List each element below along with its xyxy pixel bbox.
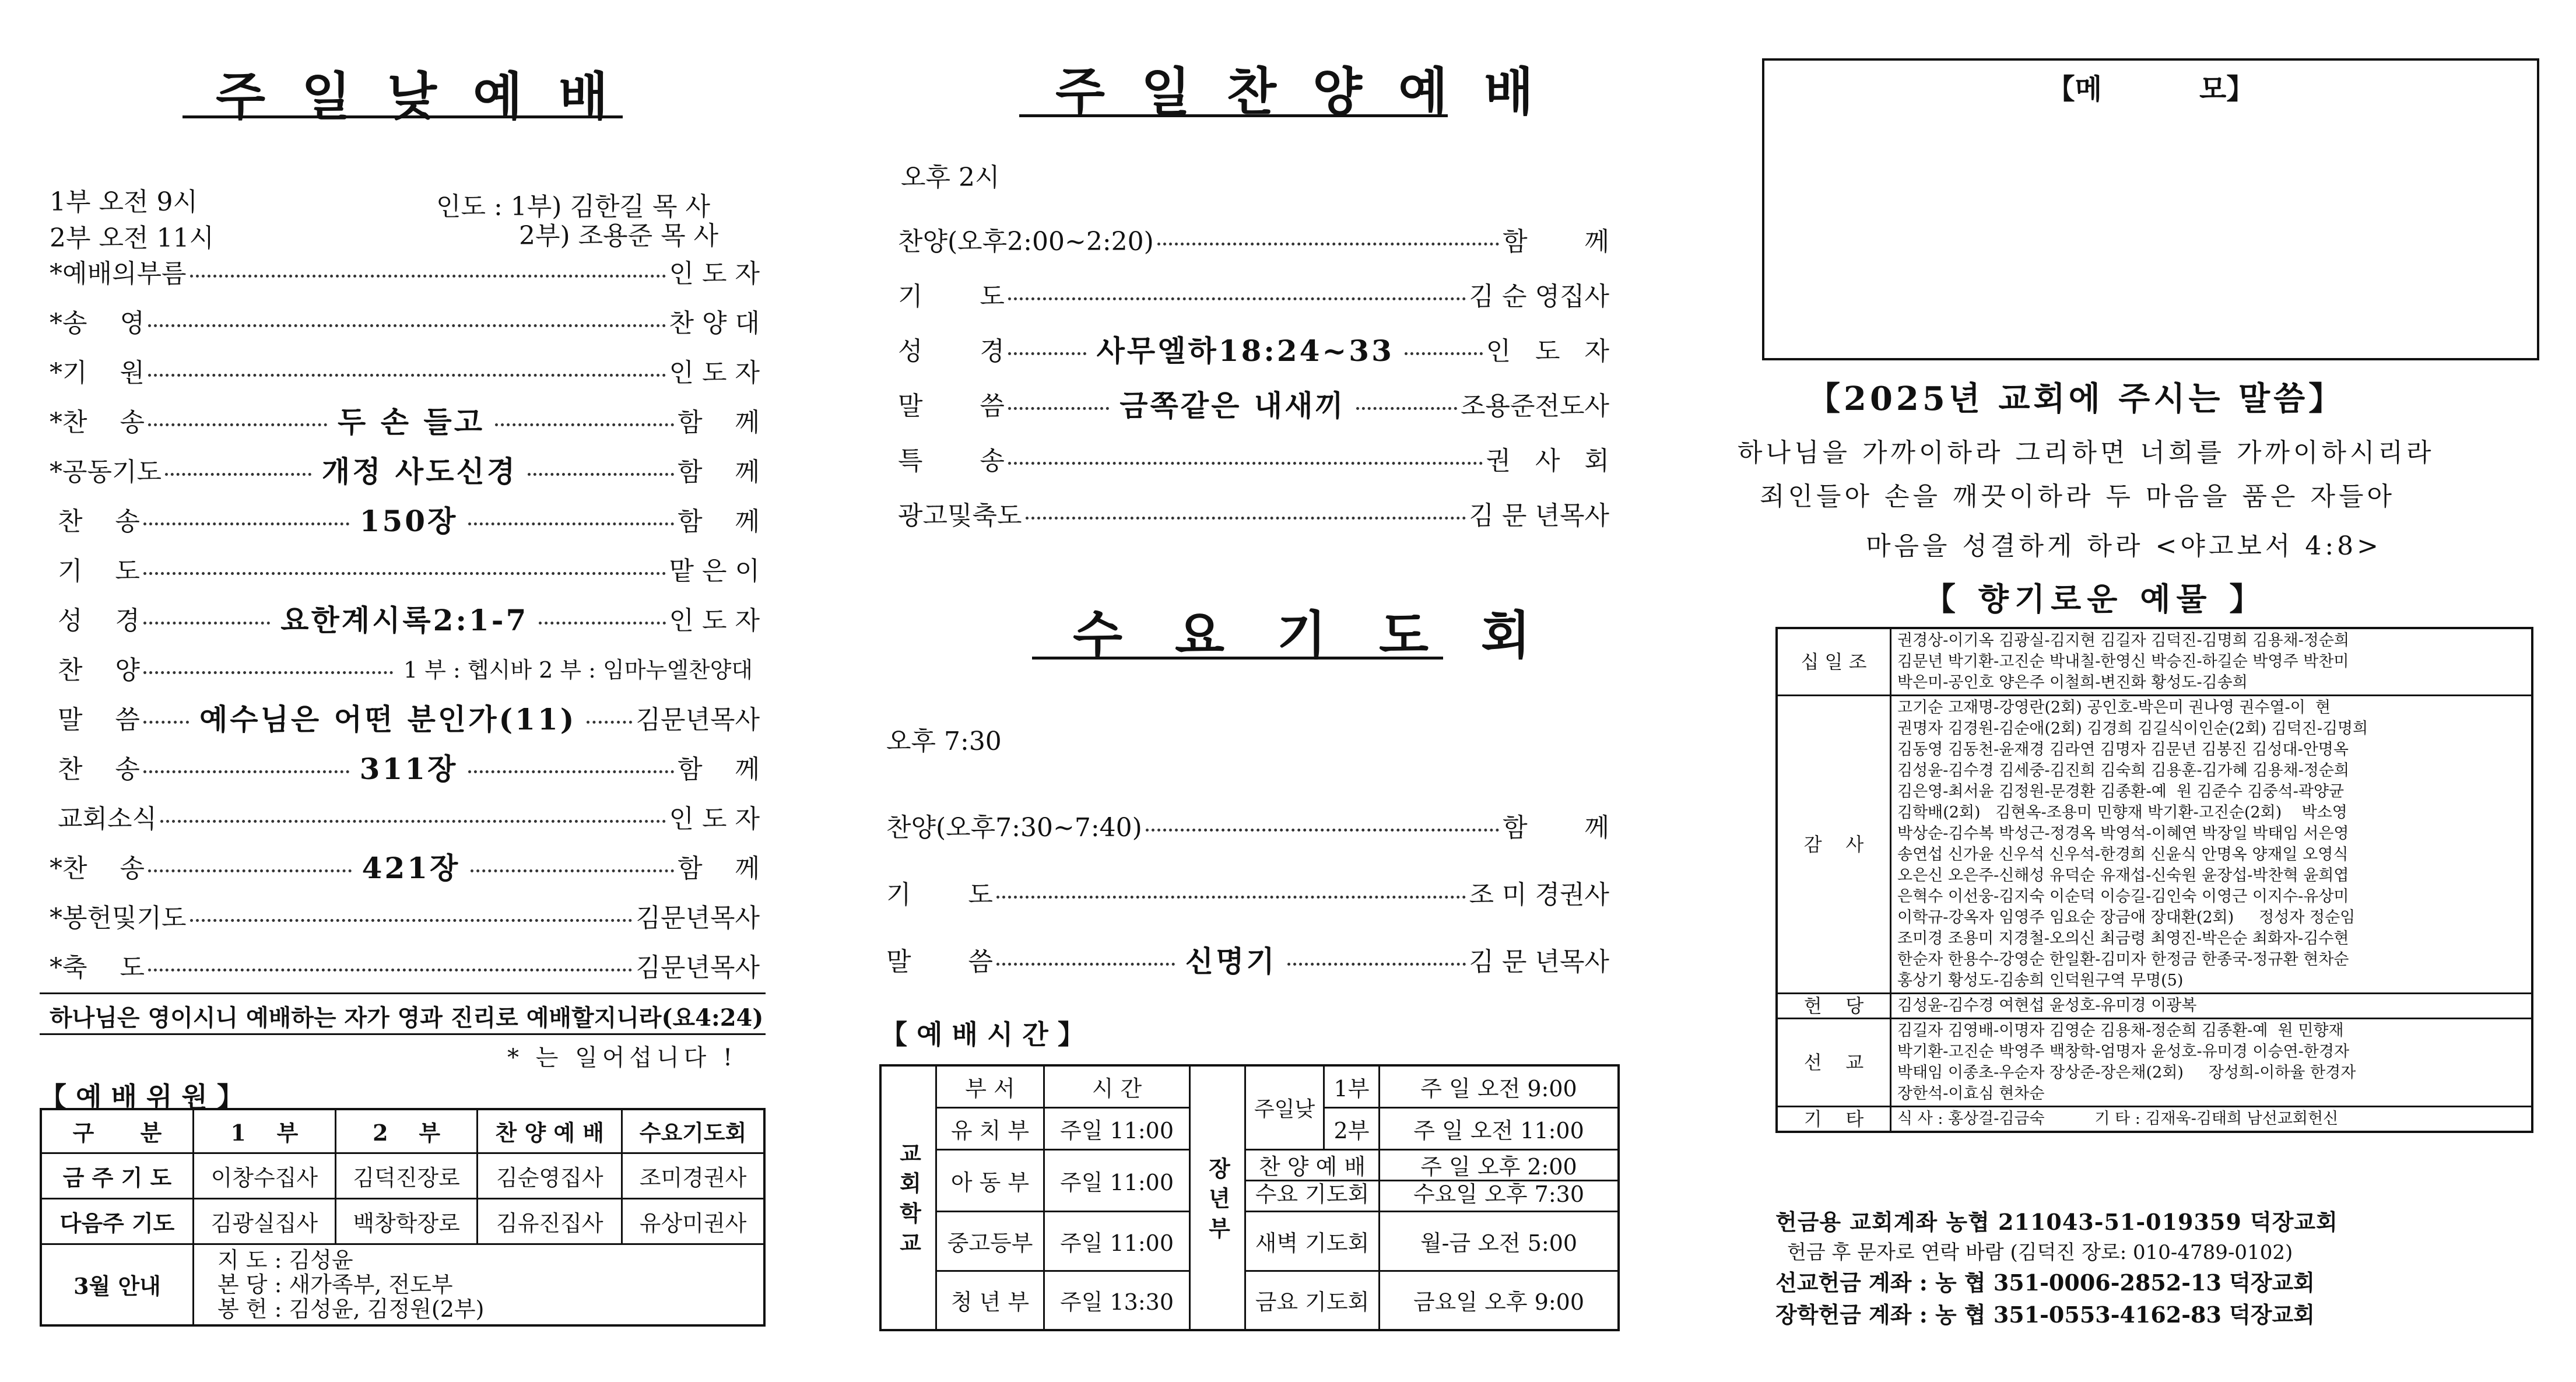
committee-cell: 이창수집사 (194, 1153, 336, 1198)
leader-dots (996, 963, 1175, 966)
school-dept: 아 동 부 (936, 1150, 1044, 1212)
adult-1bu: 1부 (1324, 1065, 1380, 1107)
yearly-word-line: 하나님을 가까이하라 그리하면 너희를 가까이하시리라 (1738, 438, 2435, 468)
leader-dots (1146, 829, 1499, 832)
committee-row-label: 금 주 기 도 (41, 1153, 194, 1198)
yearly-word-title: 【2025년 교회에 주시는 말씀】 (1808, 380, 2345, 418)
offering-line: 은혁수 이선웅-김지숙 이순덕 이승길-김인숙 이영근 이지수-유상미 (1897, 888, 2349, 906)
wednesday-underline (1032, 657, 1443, 660)
offering-row (1777, 1107, 2532, 1132)
order-row (50, 898, 760, 933)
title-underline (183, 115, 623, 118)
adult-1bu-time: 주 일 오전 9:00 (1380, 1065, 1619, 1107)
praise-service-title: 주일찬양예배 (1055, 61, 1570, 122)
offering-line: 박은미-공인호 양은주 이철희-변진화 황성도-김송희 (1897, 674, 2248, 692)
offering-title: 【 향기로운 예물 】 (1924, 580, 2267, 618)
offering-names (1891, 628, 2533, 696)
offering-row (1777, 994, 2532, 1019)
stand-note: * 는 일어섭니다 ! (507, 1044, 738, 1071)
offering-line: 권경상-이기옥 김광실-김지현 김길자 김덕진-김명희 김용채-정순희 (1897, 632, 2350, 650)
order-row (50, 601, 760, 636)
offering-line: 김문년 박기환-고진순 박내칠-한영신 박승진-하길순 박영주 박찬미 (1897, 653, 2349, 671)
order-person: 함 께 (678, 755, 760, 784)
order-label: 찬 송 (50, 507, 140, 536)
order-label: *기 원 (50, 358, 145, 388)
offering-line: 장한석-이효심 현차순 (1897, 1085, 2045, 1103)
order-row (50, 501, 760, 536)
committee-header: 찬 양 예 배 (478, 1109, 622, 1153)
order-person: 인 도 자 (669, 259, 760, 289)
order-row (50, 848, 760, 883)
committee-cell: 김덕진장로 (335, 1153, 478, 1198)
leader-dots (143, 770, 349, 773)
schedule-title: 【 예 배 시 간 】 (880, 1019, 1085, 1050)
memo-box (1762, 58, 2539, 360)
leader-dots (1008, 297, 1466, 300)
sunday-service-title: 주일낮예배 (216, 66, 645, 127)
order-label: 찬 송 (50, 755, 140, 784)
order-label: 성 경 (50, 606, 140, 636)
leader-dots (528, 473, 674, 476)
offering-category: 감 사 (1777, 696, 1891, 994)
order-row (50, 353, 760, 388)
time-header: 시 간 (1044, 1065, 1190, 1107)
order-row (886, 875, 1609, 910)
order-row (898, 441, 1609, 476)
offering-category: 헌 당 (1777, 994, 1891, 1019)
order-person: 인 도 자 (1486, 336, 1609, 366)
committee-header: 수요기도회 (622, 1109, 764, 1153)
order-content: 1 부 : 헵시바 2 부 : 임마누엘찬양대 (396, 652, 760, 684)
order-person: 김문년목사 (636, 953, 760, 983)
leader-dots (1287, 963, 1466, 966)
offering-line: 오은신 오은주-신해성 유덕순 유재섭-신숙원 윤장섭-박찬혁 윤희엽 (1897, 867, 2349, 885)
order-label: *찬 송 (50, 408, 145, 437)
order-person: 함 께 (1503, 813, 1609, 843)
order-row (50, 402, 760, 437)
order-row (50, 650, 760, 685)
order-label: *봉헌및기도 (50, 903, 187, 933)
praise-order (898, 222, 1609, 548)
order-person: 함 께 (678, 457, 760, 487)
order-row (886, 942, 1609, 977)
order-person: 김문년목사 (636, 705, 760, 735)
memo-title: 【메 모】 (2047, 73, 2255, 106)
adult-label: 장 년 부 (1190, 1065, 1245, 1330)
march-line: 본 당 : 새가족부, 전도부 (217, 1271, 453, 1297)
offering-line: 김동영 김동천-윤재경 김라연 김명자 김문년 김봉진 김성대-안명옥 (1897, 741, 2349, 759)
order-person: 함 께 (1503, 227, 1609, 257)
order-row (50, 551, 760, 586)
school-time: 주일 13:30 (1044, 1271, 1190, 1330)
leader-dots (165, 473, 311, 476)
order-label: *송 영 (50, 308, 145, 338)
school-time: 주일 11:00 (1044, 1212, 1190, 1271)
order-person: 인 도 자 (669, 606, 760, 636)
order-label: 기 도 (886, 880, 993, 910)
leader-dots (1356, 407, 1457, 410)
leader-dots (143, 522, 349, 525)
leader-dots (148, 374, 666, 377)
middle-column (851, 0, 1668, 1382)
order-row (898, 386, 1609, 421)
order-row (898, 276, 1609, 311)
offering-category: 기 타 (1777, 1107, 1891, 1132)
order-person: 권 사 회 (1486, 446, 1609, 476)
wednesday-time: 오후 7:30 (886, 727, 1002, 756)
school-label: 교 회 학 교 (880, 1065, 936, 1330)
order-label: 기 도 (898, 282, 1005, 311)
order-person: 찬 양 대 (669, 308, 760, 338)
offering-line: 한순자 한용수-강영순 한일환-김미자 한정금 한종국-정규환 현차순 (1897, 950, 2349, 969)
offering-row (1777, 628, 2532, 696)
offering-line: 송연섭 신가윤 신우석 신우석-한경희 신윤식 안명옥 양재일 오영식 (1897, 846, 2349, 864)
order-row (898, 331, 1609, 366)
school-dept: 유 치 부 (936, 1107, 1044, 1149)
adult-service-name: 금요 기도회 (1245, 1271, 1380, 1330)
order-person: 맡 은 이 (669, 556, 760, 586)
leader-dots (539, 622, 665, 625)
account-note: 헌금 후 문자로 연락 바람 (김덕진 장로: 010-4789-0102) (1787, 1241, 2293, 1264)
leader-dots (190, 275, 666, 278)
committee-title: 【 예 배 위 원 】 (40, 1081, 244, 1113)
order-content: 예수님은 어떤 분인가(11) (192, 696, 583, 738)
committee-cell: 백창학장로 (335, 1198, 478, 1244)
order-label: 교회소식 (50, 804, 157, 834)
leader-dots (143, 721, 189, 724)
offering-names (1891, 1019, 2533, 1107)
order-row (898, 222, 1609, 257)
order-row (50, 303, 760, 338)
march-label: 3월 안내 (41, 1244, 194, 1325)
order-content: 150장 (353, 498, 465, 540)
leader-2: 2부) 조용준 목 사 (519, 221, 719, 251)
leader-dots (471, 869, 674, 872)
order-row (886, 808, 1609, 843)
committee-cell: 김순영집사 (478, 1153, 622, 1198)
order-person: 김문년목사 (636, 903, 760, 933)
adult-time: 주 일 오후 2:00 (1380, 1154, 1617, 1181)
offering-names (1891, 696, 2533, 994)
left-column (0, 0, 781, 1382)
order-person: 조용준전도사 (1460, 391, 1609, 421)
offering-line: 김학배(2회) 김현옥-조용미 민향재 박기환-고진순(2회) 박소영 (1897, 804, 2347, 822)
leader-dots (148, 423, 327, 426)
leader-dots (1157, 243, 1499, 245)
bible-verse: 하나님은 영이시니 예배하는 자가 영과 진리로 예배할지니라(요4:24) (50, 1004, 764, 1032)
service-time-1: 1부 오전 9시 (50, 187, 198, 217)
order-person: 김 순 영집사 (1469, 282, 1609, 311)
offering-table (1775, 627, 2533, 1133)
order-label: 말 씀 (898, 391, 1005, 421)
order-row (50, 700, 760, 735)
offering-line: 박기환-고진순 박영주 백창학-엄명자 윤성호-유미경 이승연-한경자 (1897, 1043, 2350, 1061)
wednesday-title: 수요기도회 (1073, 605, 1584, 665)
school-time: 주일 11:00 (1044, 1107, 1190, 1149)
order-label: 찬양(오후2:00~2:20) (898, 227, 1154, 257)
order-person: 함 께 (678, 854, 760, 883)
leader-dots (1008, 352, 1086, 355)
adult-2bu: 2부 (1324, 1107, 1380, 1149)
school-dept: 청 년 부 (936, 1271, 1044, 1330)
committee-cell: 유상미권사 (622, 1198, 764, 1244)
offering-line: 김길자 김영배-이명자 김영순 김용채-정순희 김종환-예 원 민향재 (1897, 1022, 2344, 1040)
adult-service-time (1380, 1150, 1619, 1212)
order-row (50, 749, 760, 784)
order-label: *찬 송 (50, 854, 145, 883)
march-notice (194, 1244, 765, 1325)
adult-service-name: 수요 기도회 (1255, 1181, 1370, 1208)
praise-title-underline (1019, 114, 1448, 117)
march-line: 봉 헌 : 김성윤, 김정원(2부) (217, 1296, 485, 1322)
committee-header: 2 부 (335, 1109, 478, 1153)
order-person: 김 문 년목사 (1469, 947, 1610, 977)
offering-line: 김은영-최서윤 김정원-문경환 김종환-예 원 김준수 김중석-곽양균 (1897, 783, 2345, 801)
order-label: *예배의부름 (50, 259, 187, 289)
offering-line: 조미경 조용미 지경철-오의신 최금령 최영진-박은순 최화자-김수현 (1897, 929, 2349, 948)
order-person: 김 문 년목사 (1469, 501, 1609, 531)
order-content: 사무엘하18:24~33 (1090, 328, 1401, 370)
adult-service-name: 찬 양 예 배 (1246, 1154, 1378, 1181)
order-row (50, 254, 760, 289)
offering-line: 고기순 고재명-강영란(2회) 공인호-박은미 권나영 권수열-이 현 (1897, 699, 2331, 717)
order-of-worship (50, 254, 760, 994)
verse-top-rule (40, 992, 766, 994)
order-label: 성 경 (898, 336, 1005, 366)
school-dept: 중고등부 (936, 1212, 1044, 1271)
leader-dots (148, 869, 352, 872)
verse-bottom-rule (40, 1033, 766, 1035)
yearly-word-line: 죄인들아 손을 깨끗이하라 두 마음을 품은 자들아 (1760, 482, 2395, 511)
offering-row (1777, 696, 2532, 994)
yearly-word-line: 마음을 성결하게 하라 <야고보서 4:8> (1866, 531, 2382, 561)
offering-line: 박태임 이종초-우순자 장상준-장은채(2회) 장성희-이하율 한경자 (1897, 1064, 2356, 1082)
praise-time: 오후 2시 (901, 163, 1000, 192)
leader-dots (495, 423, 674, 426)
committee-row-label: 다음주 기도 (41, 1198, 194, 1244)
leader-dots (143, 622, 270, 625)
offering-line: 김성윤-김수경 김세중-김진희 김숙희 김용훈-김가혜 김용채-정순희 (1897, 762, 2350, 780)
order-person: 조 미 경권사 (1469, 880, 1609, 910)
order-row (898, 496, 1609, 531)
leader-dots (148, 324, 666, 327)
leader-dots (587, 721, 632, 724)
school-time: 주일 11:00 (1044, 1150, 1190, 1212)
committee-cell: 김광실집사 (194, 1198, 336, 1244)
adult-service (1245, 1150, 1380, 1212)
order-label: 광고및축도 (898, 501, 1022, 531)
leader-dots (143, 671, 393, 674)
leader-dots (1008, 462, 1483, 465)
order-label: 찬양(오후7:30~7:40) (886, 813, 1142, 843)
order-row (50, 948, 760, 983)
committee-cell: 조미경권사 (622, 1153, 764, 1198)
order-label: 기 도 (50, 556, 140, 586)
order-person: 함 께 (678, 507, 760, 536)
offering-line: 이학규-강옥자 임영주 임요순 장금애 장대환(2회) 정성자 정순임 (1897, 909, 2356, 927)
offering-names (1891, 1107, 2533, 1132)
offering-line: 박상순-김수복 박성근-정경옥 박영석-이혜연 박장일 박태임 서은영 (1897, 825, 2349, 843)
schedule-table (879, 1064, 1620, 1331)
adult-time: 금요일 오후 9:00 (1380, 1271, 1619, 1330)
leader-dots (1008, 407, 1109, 410)
order-label: 말 씀 (50, 705, 140, 735)
order-content: 두 손 들고 (331, 399, 492, 441)
offering-row (1777, 1019, 2532, 1107)
order-content: 금쪽같은 내새끼 (1112, 383, 1353, 425)
offering-line: 권명자 김경원-김순애(2회) 김경희 김길식이인순(2회) 김덕진-김명희 (1897, 720, 2368, 738)
offering-category: 선 교 (1777, 1019, 1891, 1107)
order-person: 인 도 자 (669, 358, 760, 388)
leader-dots (160, 820, 666, 823)
march-line: 지 도 : 김성윤 (217, 1247, 353, 1273)
order-person: 함 께 (678, 408, 760, 437)
service-time-2: 2부 오전 11시 (50, 223, 214, 253)
leader-dots (468, 770, 674, 773)
order-content: 421장 (355, 845, 468, 887)
leader-dots (996, 896, 1466, 899)
right-column (1738, 0, 2576, 1382)
order-label: *공동기도 (50, 457, 162, 487)
adult-time: 수요일 오후 7:30 (1413, 1181, 1585, 1208)
adult-service-name: 새벽 기도회 (1245, 1212, 1380, 1271)
order-label: 말 씀 (886, 947, 993, 977)
committee-table (40, 1108, 766, 1327)
offering-line: 홍상기 황성도-김송희 인덕원구역 무명(5) (1897, 971, 2184, 990)
wednesday-order (886, 808, 1610, 978)
committee-cell: 김유진집사 (478, 1198, 622, 1244)
account-scholarship: 장학헌금 계좌 : 농 협 351-0553-4162-83 덕장교회 (1775, 1302, 2315, 1328)
leader-1: 인도 : 1부) 김한길 목 사 (436, 192, 710, 222)
order-content: 개정 사도신경 (315, 448, 524, 490)
committee-header: 1 부 (194, 1109, 336, 1153)
order-row (50, 452, 760, 487)
order-label: 특 송 (898, 446, 1005, 476)
leader-dots (190, 919, 633, 922)
account-mission: 선교헌금 계좌 : 농 협 351-0006-2852-13 덕장교회 (1775, 1269, 2315, 1296)
sunday-label: 주일낮 (1245, 1065, 1324, 1150)
account-church: 헌금용 교회계좌 농협 211043-51-019359 덕장교회 (1775, 1209, 2338, 1235)
order-content: 요한계시록2:1-7 (273, 597, 535, 639)
order-label: 찬 양 (50, 655, 140, 685)
adult-2bu-time: 주 일 오전 11:00 (1380, 1107, 1619, 1149)
order-person: 인 도 자 (669, 804, 760, 834)
leader-dots (1026, 517, 1466, 520)
order-content: 311장 (353, 746, 465, 788)
order-row (50, 799, 760, 834)
offering-names (1891, 994, 2533, 1019)
order-label: *축 도 (50, 953, 145, 983)
committee-header: 구 분 (41, 1109, 194, 1153)
leader-dots (468, 522, 674, 525)
leader-dots (1405, 352, 1483, 355)
offering-line: 식 사 : 홍상걸-김금숙 기 타 : 김재욱-김태희 남선교회헌신 (1897, 1110, 2339, 1128)
order-content: 신명기 (1178, 938, 1284, 980)
accounts-block (1775, 1204, 2533, 1329)
offering-category: 십 일 조 (1777, 628, 1891, 696)
leader-dots (143, 572, 666, 575)
dept-header: 부 서 (936, 1065, 1044, 1107)
adult-time: 월-금 오전 5:00 (1380, 1212, 1619, 1271)
offering-line: 김성윤-김수경 여현섭 윤성호-유미경 이광복 (1897, 997, 2197, 1015)
leader-dots (148, 969, 633, 971)
